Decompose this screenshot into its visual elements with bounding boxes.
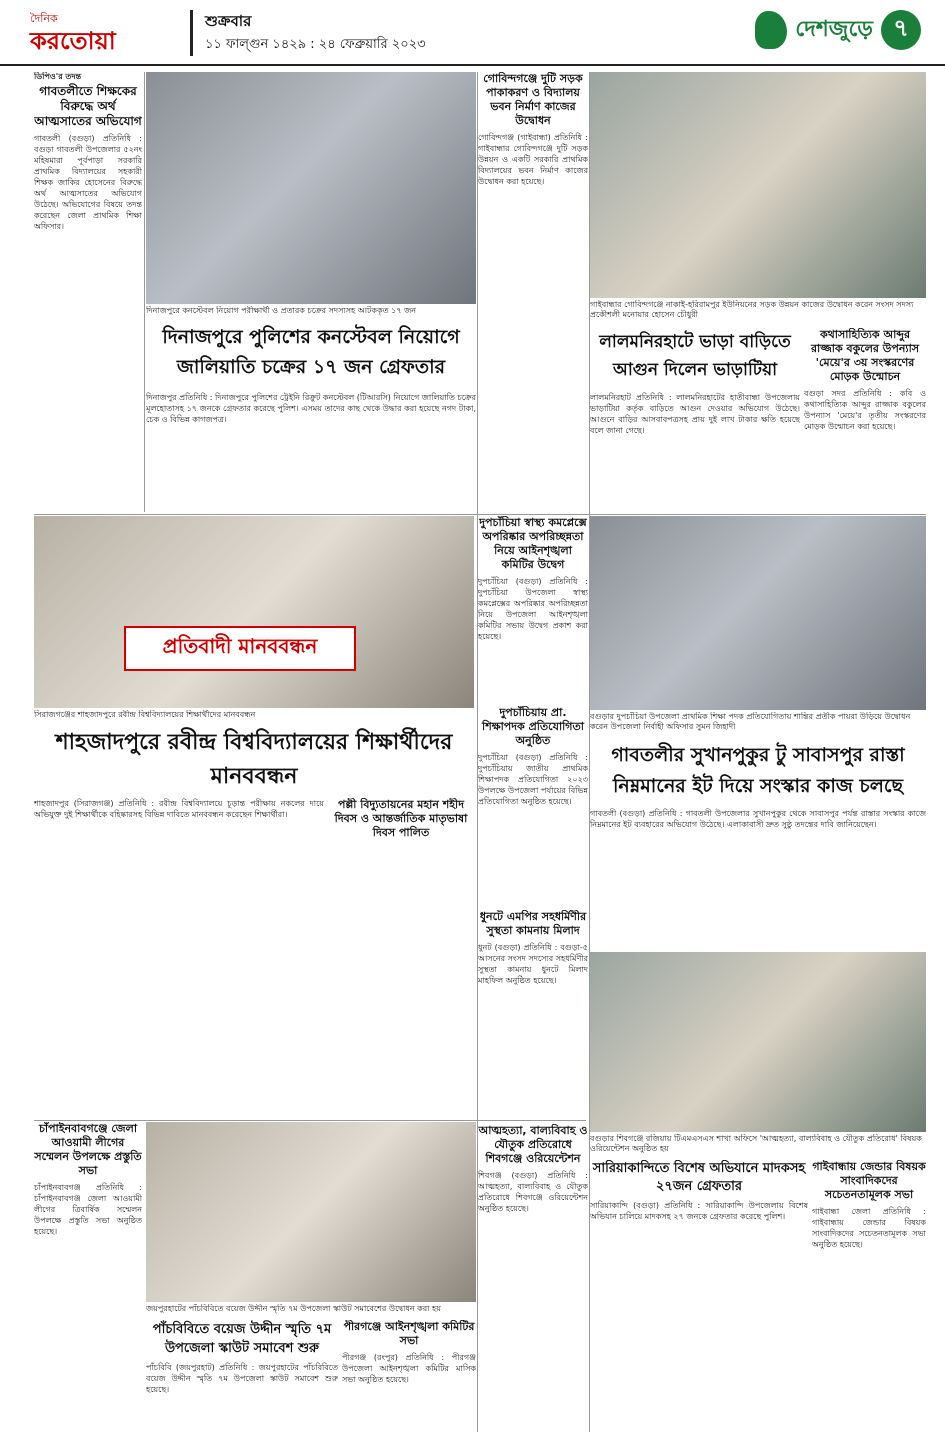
bangladesh-map-icon [755,11,787,49]
story-dupchanchia-education[interactable] [478,706,588,906]
logo-small: দৈনিক [30,12,58,25]
headline: দুপচাঁচিয়ায় প্রা. শিক্ষাপদক প্রতিযোগিতা অনুষ্ঠিত [482,706,584,747]
story-sariakandi[interactable] [590,1160,808,1432]
story-body: দুপচাঁচিয়া (বগুড়া) প্রতিনিধি : দুপচাঁচিয়া উপজেলা স্বাস্থ্য কমপ্লেক্সের অপরিষ্কার অপরিচ্ছন্নতা নিয়ে উপজেলা আইনশৃঙ্খলা কমিটির সভায় উদ্বেগ প্রকাশ করা হয়েছে। [478,577,588,641]
photo-scout-gathering [146,1122,476,1302]
photo-road-inauguration [590,72,926,298]
dateline [190,10,426,56]
story-book-launch[interactable] [804,328,926,512]
day: শুক্রবার [205,12,252,30]
headline: সারিয়াকান্দিতে বিশেষ অভিযানে মাদকসহ ২৭জন গ্রেফতার [592,1161,806,1194]
headline: কথাসাহিত্যিক আব্দুর রাজ্জাক বকুলের উপন্যাস 'মেয়ে'র ৩য় সংস্করণের মোড়ক উন্মোচন [810,328,920,383]
headline: গাইবান্ধায় জেন্ডার বিষয়ক সাংবাদিকদের সচেতনতামূলক সভা [812,1160,926,1201]
headline[interactable]: লালমনিরহাটে ভাড়া বাড়িতে আগুন দিলেন ভাড়াটিয়া [599,332,791,380]
photo-human-chain [34,516,474,708]
story-body: গাবতলী (বগুড়া) প্রতিনিধি : বগুড়া গাবতলী উপজেলার ৫২নং মহিষমারা পূর্বপাড়া সরকারি প্রাথমিক বিদ্যালয়ের সহকারী শিক্ষক জাকির হোসেনের বিরুদ্ধে অর্থ আত্মসাতের অভিযোগ উঠেছে। অভিযোগের বিষয়ে তদন্ত করেছেন জেলা প্রাথমিক শিক্ষা অফিসার। [34,134,142,231]
headline: পীরগঞ্জে আইনশৃঙ্খলা কমিটির সভা [343,1320,475,1347]
story-body: চাঁপাইনবাবগঞ্জ প্রতিনিধি : চাঁপাইনবাবগঞ্জ জেলা আওয়ামী লীগের ত্রিবার্ষিক সম্মেলন উপলক্ষে প্রস্তুতি সভা অনুষ্ঠিত হয়েছে। [34,1183,142,1236]
story-body: গাবতলী (বগুড়া) প্রতিনিধি : গাবতলী উপজেলার সুখানপুকুর থেকে সাবাসপুর পর্যন্ত রাস্তার সংস্কার কাজে নিম্নমানের ইট ব্যবহারের অভিযোগ উঠেছে। এলাকাবাসী দ্রুত সুষ্ঠু তদন্তের দাবি জানিয়েছেন। [590,809,926,829]
story-shibganj[interactable] [478,1124,588,1432]
story-body: পাঁচবিবি (জয়পুরহাট) প্রতিনিধি : জয়পুরহাটের পাঁচবিবিতে বয়েজ উদ্দীন স্মৃতি ৭ম উপজেলা স্কাউট সমাবেশ শুরু হয়েছে। [146,1363,338,1394]
story-body: বগুড়া সদর প্রতিনিধি : কবি ও কথাসাহিত্যিক আব্দুর রাজ্জাক বকুলের উপন্যাস 'মেয়ে'র তৃতীয় সংস্করণের মোড়ক উন্মোচন করা হয়েছে। [804,389,926,431]
headline[interactable]: পাঁচবিবিতে বয়েজ উদ্দীন স্মৃতি ৭ম উপজেলা স্কাউট সমাবেশ শুরু [152,1322,332,1356]
story-body: গোবিন্দগঞ্জ (গাইবান্ধা) প্রতিনিধি : গাইবান্ধার গোবিন্দগঞ্জে দুটি সড়ক উন্নয়ন ও একটি সরকারি প্রাথমিক বিদ্যালয়ের ভবন নির্মাণ কাজের উদ্বোধন করা হয়েছে। [478,133,588,186]
row-rule [34,1120,586,1121]
story-gabtoli-teacher[interactable] [34,72,142,512]
column-rule [144,72,145,512]
date: ১১ ফাল্গুন ১৪২৯ : ২৪ ফেব্রুয়ারি ২০২৩ [205,37,426,52]
headline: ধুনটে এমপির সহধর্মিণীর সুস্থতা কামনায় মিলাদ [479,910,587,937]
protest-banner: প্রতিবাদী মানববন্ধন [124,626,356,671]
section-title: দেশজুড়ে [795,16,873,42]
photo-education-award [590,516,926,710]
photo-orientation [590,952,926,1132]
story-body: দিনাজপুর প্রতিনিধি : দিনাজপুরে পুলিশের ট্রেইনি রিক্রুট কনস্টেবল (টিআরসি) নিয়োগে জালিয়াতি চক্রের মূলহোতাসহ ১৭ জনকে গ্রেফতার করেছে পুলিশ। এসময় তাদের কাছ থেকে উদ্ধার করা হয়েছে নগদ টাকা, চেক ও বিভিন্ন কাগজপত্র। [146,393,476,424]
story-gaibandha[interactable] [812,1160,926,1432]
photo-caption: গাইবান্ধার গোবিন্দগঞ্জে নাকাই-হরিরামপুর ইউনিয়নের সড়ক উন্নয়ন কাজের উদ্বোধন করেন সংসদ সদস্য প্রকৌশলী মনোয়ার হোসেন চৌধুরী [590,300,914,319]
newspaper-logo[interactable] [30,10,116,53]
kicker: ডিপিও'র তদন্ত [34,72,82,81]
headline: আত্মহত্যা, বাল্যবিবাহ ও যৌতুক প্রতিরোধে শিবগঞ্জে ওরিয়েন্টেশন [478,1124,588,1165]
story-palli-bidyut[interactable] [328,798,474,938]
headline[interactable]: গাবতলীর সুখানপুকুর টু সাবাসপুর রাস্তা নিম্নমানের ইট দিয়ে সংস্কার কাজ চলছে [611,744,905,797]
masthead [0,0,945,66]
headline: দুপচাঁচিয়া স্বাস্থ্য কমপ্লেক্সে অপরিষ্কার অপরিচ্ছন্নতা নিয়ে আইনশৃঙ্খলা কমিটির উদ্বেগ [479,516,587,571]
headline: গাবতলীতে শিক্ষকের বিরুদ্ধে অর্থ আত্মসাতের অভিযোগ [34,84,142,128]
story-dhunot-milad[interactable] [478,910,588,1120]
headline: পল্লী বিদ্যুতায়নের মহান শহীদ দিবস ও আন্তর্জাতিক মাতৃভাষা দিবস পালিত [334,798,468,839]
story-body: শাহজাদপুর (সিরাজগঞ্জ) প্রতিনিধি : রবীন্দ্র বিশ্ববিদ্যালয়ে চূড়ান্ত পরীক্ষায় নকলের দায়ে অভিযুক্ত দুই শিক্ষার্থীকে বহিষ্কারসহ বিভিন্ন দাবিতে মানববন্ধন করেছেন শিক্ষার্থীরা। [34,799,324,819]
photo-caption: দিনাজপুরে কনস্টেবল নিয়োগ পরীক্ষার্থী ও প্রতারক চক্রের সদস্যসহ আটককৃত ১৭ জন [146,306,417,315]
photo-dinajpur-arrest [146,72,476,304]
story-body: সারিয়াকান্দি (বগুড়া) প্রতিনিধি : সারিয়াকান্দি উপজেলায় বিশেষ অভিযান চালিয়ে মাদকসহ ২৭ জনকে গ্রেফতার করেছে পুলিশ। [590,1201,808,1221]
story-body: দুপচাঁচিয়া (বগুড়া) প্রতিনিধি : দুপচাঁচিয়ায় জাতীয় প্রাথমিক শিক্ষাপদক প্রতিযোগিতা ২০২৩ উপলক্ষে উপজেলা পর্যায়ের বিভিন্ন প্রতিযোগিতা অনুষ্ঠিত হয়েছে। [478,753,588,806]
story-gobindaganj[interactable] [478,72,588,512]
headline[interactable]: শাহজাদপুরে রবীন্দ্র বিশ্ববিদ্যালয়ের শিক্ষার্থীদের মানববন্ধন [55,730,453,789]
story-body: গাইবান্ধা জেলা প্রতিনিধি : গাইবান্ধায় জেন্ডার বিষয়ক সাংবাদিকদের সচেতনতামূলক সভা অনুষ্ঠিত হয়েছে। [812,1207,926,1249]
story-chapainawabganj[interactable] [34,1122,142,1432]
headline: চাঁপাইনবাবগঞ্জে জেলা আওয়ামী লীগের সম্মেলন উপলক্ষে প্রস্তুতি সভা [34,1122,142,1177]
story-body: পীরগঞ্জ (রংপুর) প্রতিনিধি : পীরগঞ্জ উপজেলা আইনশৃঙ্খলা কমিটির মাসিক সভা অনুষ্ঠিত হয়েছে। [342,1353,476,1384]
story-body: লালমনিরহাট প্রতিনিধি : লালমনিরহাটের হাতীবান্ধা উপজেলায় ভাড়াটিয়া কর্তৃক বাড়িতে আগুন দেওয়ার অভিযোগ উঠেছে। আগুনে বাড়ির আসবাবপত্রসহ প্রায় দুই লাখ টাকার ক্ষতি হয়েছে বলে জানা গেছে। [590,393,800,435]
photo-caption: বগুড়ার দুপচাঁচিয়া উপজেলা প্রাথমিক শিক্ষা পদক প্রতিযোগিতায় শান্তির প্রতীক পায়রা উড়িয়ে উদ্বোধন করেন উপজেলা নির্বাহী অফিসার সুমন জিহাদী [590,712,911,731]
story-dupchanchia-health[interactable] [478,516,588,702]
photo-caption: বগুড়ার শিবগঞ্জে রজিয়ায় টিএমএসএস শাখা অফিসে 'আত্মহত্যা, বাল্যবিবাহ ও যৌতুক প্রতিরোধ' বিষয়ক ওরিয়েন্টেশন অনুষ্ঠিত হয় [590,1134,922,1153]
photo-caption: সিরাজগঞ্জের শাহজাদপুরে রবীন্দ্র বিশ্ববিদ্যালয়ের শিক্ষার্থীদের মানববন্ধন [34,710,256,719]
headline[interactable]: দিনাজপুরে পুলিশের কনস্টেবল নিয়োগে জালিয়াতি চক্রের ১৭ জন গ্রেফতার [162,326,460,378]
story-body: শিবগঞ্জ (বগুড়া) প্রতিনিধি : আত্মহত্যা, বাল্যবিবাহ ও যৌতুক প্রতিরোধে শিবগঞ্জে ওরিয়েন্টেশন অনুষ্ঠিত হয়েছে। [478,1171,588,1213]
story-body: ধুনট (বগুড়া) প্রতিনিধি : বগুড়া-৫ আসনের সংসদ সদস্যের সহধর্মিণীর সুস্থতা কামনায় ধুনটে মিলাদ মাহফিল অনুষ্ঠিত হয়েছে। [478,943,588,985]
section-header [755,10,921,50]
row-rule [34,514,926,515]
headline: গোবিন্দগঞ্জে দুটি সড়ক পাকাকরণ ও বিদ্যালয় ভবন নির্মাণ কাজের উদ্বোধন [483,72,583,127]
story-pirganj[interactable] [342,1320,476,1432]
photo-caption: জয়পুরহাটের পাঁচবিবিতে বয়েজ উদ্দীন স্মৃতি ৭ম উপজেলা স্কাউট সমাবেশের উদ্বোধন করা হয় [146,1304,441,1313]
logo-title: করতোয়া [30,27,116,55]
page-number: ৭ [881,10,921,50]
column-rule [477,72,478,1432]
column-rule [589,72,590,1432]
